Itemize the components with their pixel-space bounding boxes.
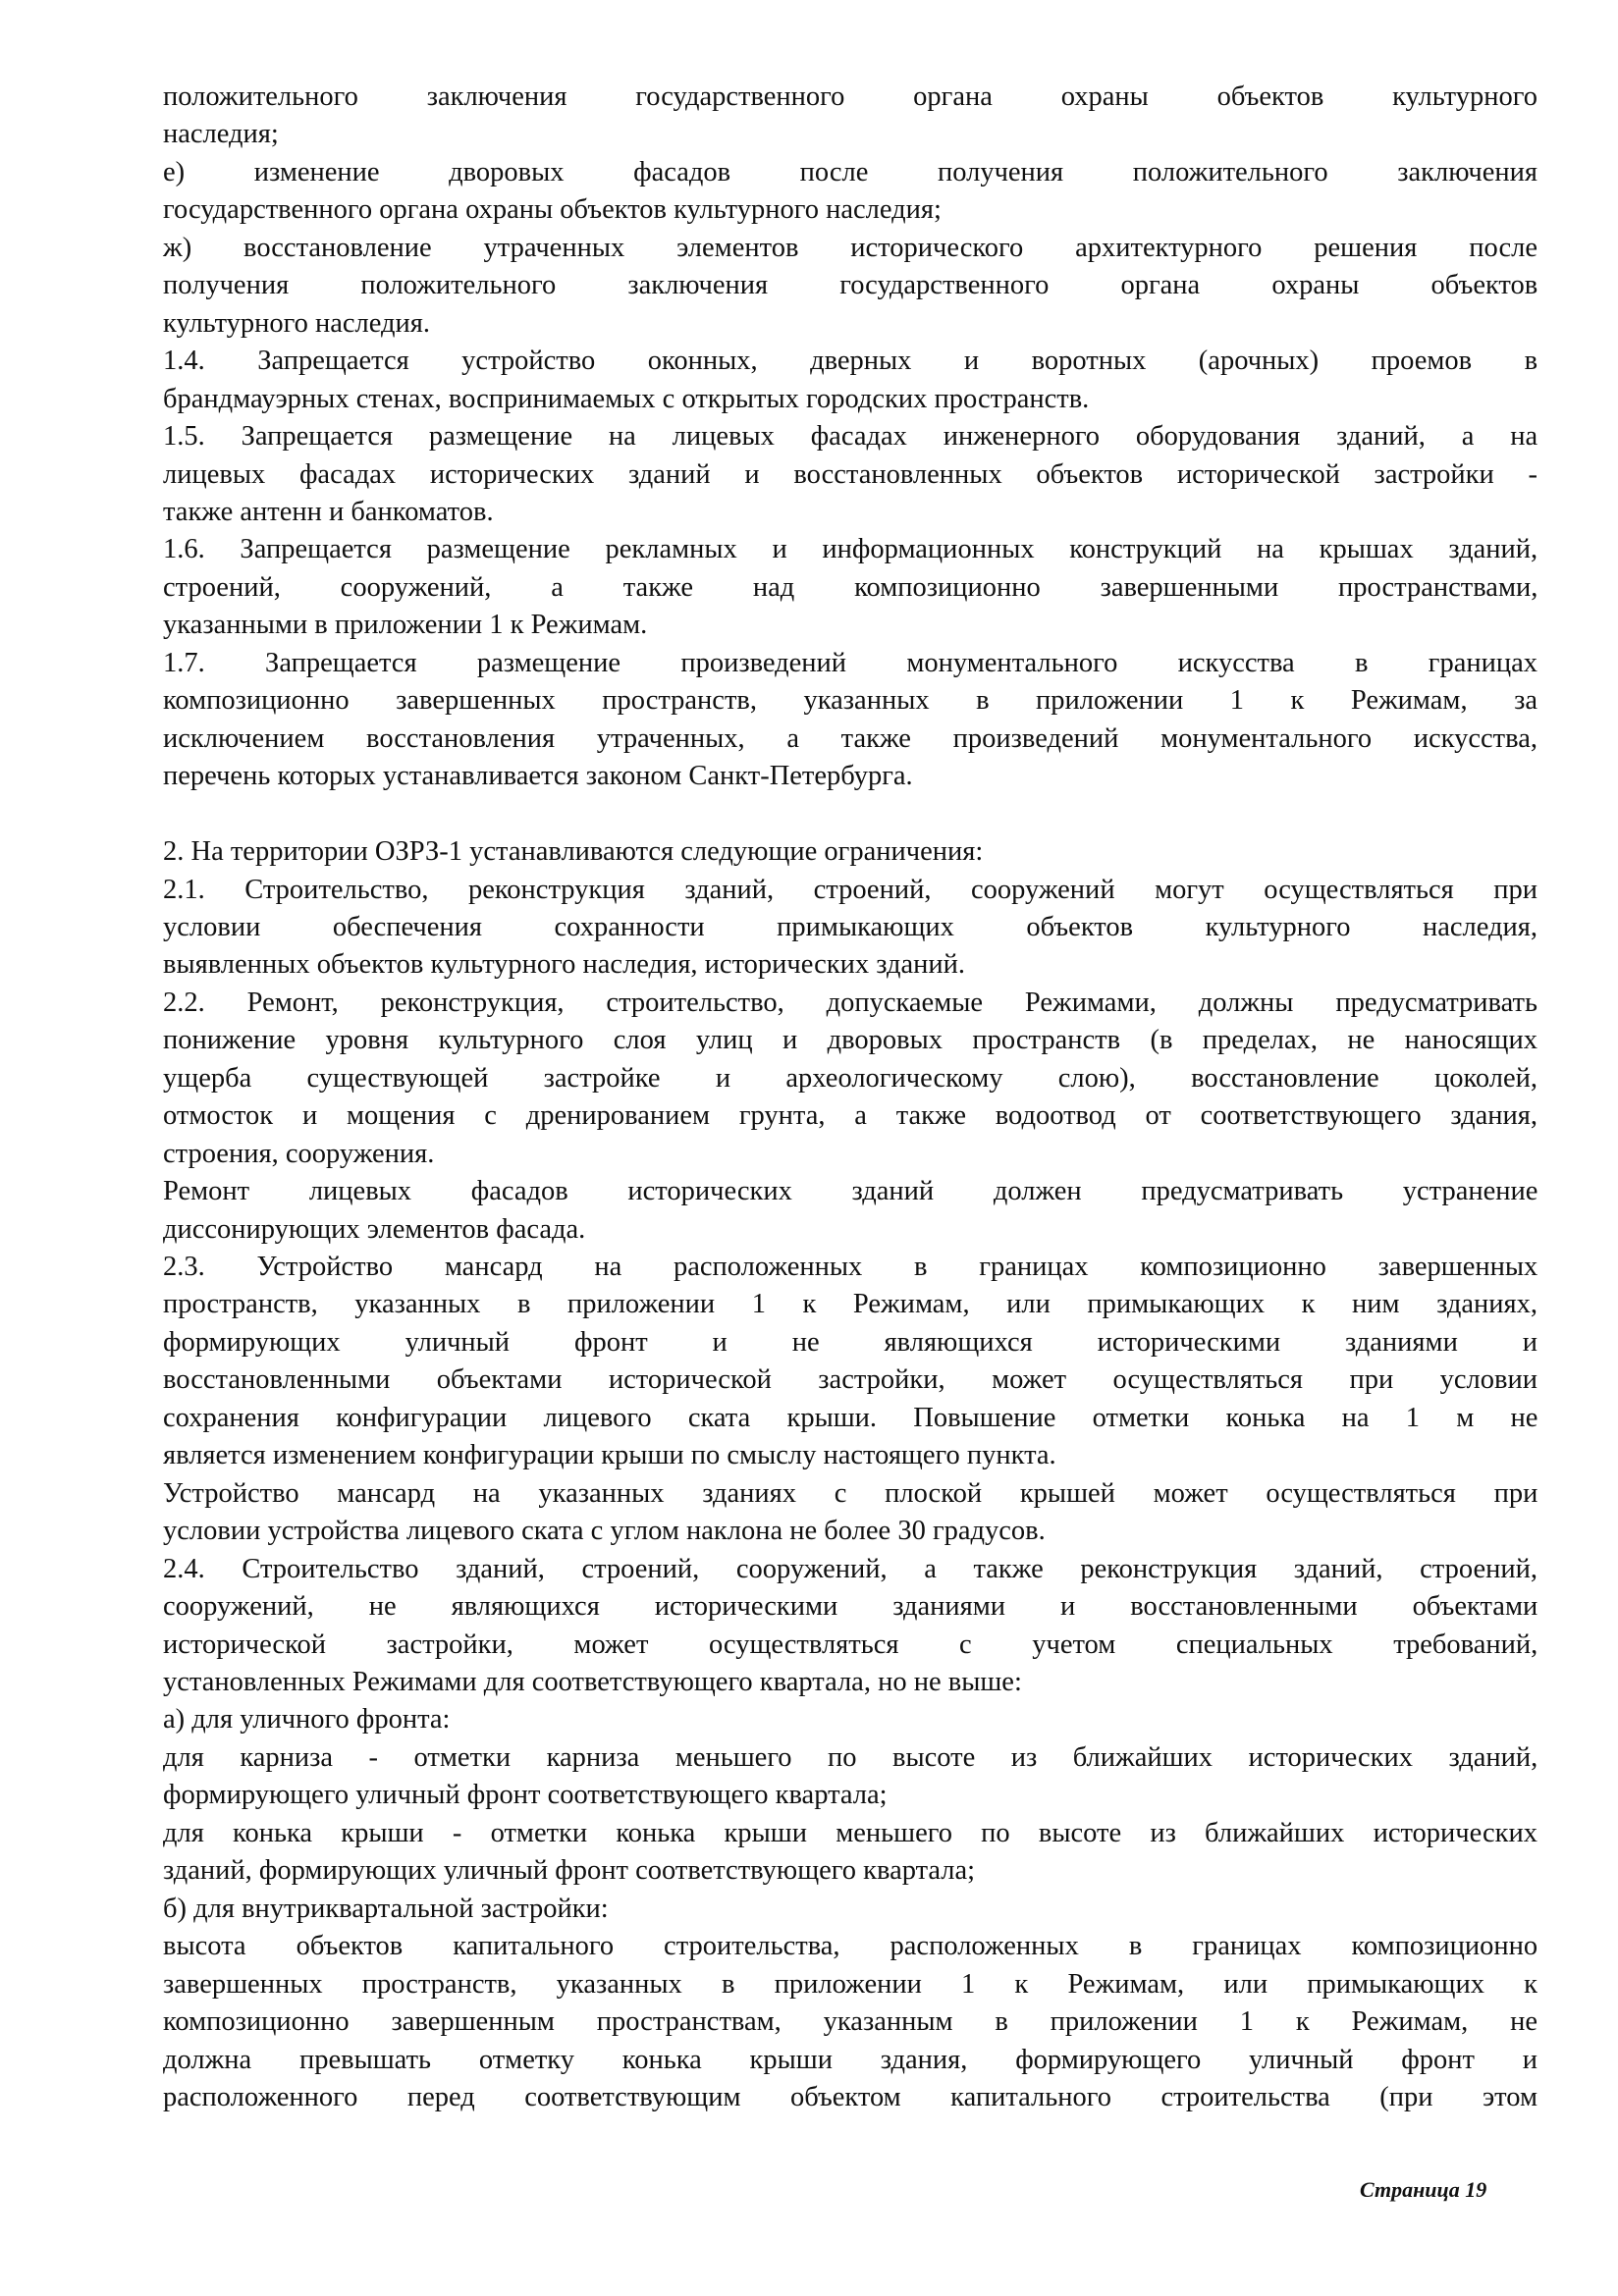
text-line: композиционно завершенных пространств, указанных в приложении 1 к Режимам, за xyxy=(163,685,1537,717)
text-line: 2.3. Устройство мансард на расположенных в границах композиционно завершенных xyxy=(163,1252,1538,1283)
text-line: композиционно завершенным пространствам, указанным в приложении 1 к Режимам, не xyxy=(163,2006,1537,2038)
text-line: понижение уровня культурного слоя улиц и дворовых пространств (в пределах, не наносящих xyxy=(163,1025,1537,1056)
text-line: указанными в приложении 1 к Режимам. xyxy=(163,610,648,641)
text-line: формирующего уличный фронт соответствующего квартала; xyxy=(163,1780,888,1811)
text-line: пространств, указанных в приложении 1 к Режимам, или примыкающих к ним зданиях, xyxy=(163,1289,1537,1320)
document-body xyxy=(163,79,1537,2116)
text-line: 1.6. Запрещается размещение рекламных и информационных конструкций на крышах зданий, xyxy=(163,534,1538,565)
text-line: сооружений, не являющихся историческими зданиями и восстановленными объектами xyxy=(163,1591,1538,1623)
text-line: завершенных пространств, указанных в приложении 1 к Режимам, или примыкающих к xyxy=(163,1968,1537,2000)
text-line: а) для уличного фронта: xyxy=(163,1704,451,1735)
text-line: государственного органа охраны объектов культурного наследия; xyxy=(163,194,942,226)
text-line: для конька крыши - отметки конька крыши меньшего по высоте из ближайших исторических xyxy=(163,1817,1537,1848)
text-line: брандмауэрных стенах, воспринимаемых с открытых городских пространств. xyxy=(163,383,1090,414)
text-line: наследия; xyxy=(163,119,279,150)
text-line: ж) восстановление утраченных элементов исторического архитектурного решения после xyxy=(163,232,1537,263)
text-line: 2.2. Ремонт, реконструкция, строительство, допускаемые Режимами, должны предусматривать xyxy=(163,987,1537,1018)
text-line: получения положительного заключения государственного органа охраны объектов xyxy=(163,270,1538,301)
text-line: условии устройства лицевого ската с углом наклона не более 30 градусов. xyxy=(163,1516,1046,1547)
text-line: 2.4. Строительство зданий, строений, сооружений, а также реконструкция зданий, строений, xyxy=(163,1553,1537,1584)
text-line: Устройство мансард на указанных зданиях с плоской крышей может осуществляться при xyxy=(163,1477,1538,1509)
text-line: высота объектов капитального строительства, расположенных в границах композиционно xyxy=(163,1931,1538,1962)
text-line: установленных Режимами для соответствующего квартала, но не выше: xyxy=(163,1667,1022,1698)
text-line: перечень которых устанавливается законом Санкт-Петербурга. xyxy=(163,761,913,792)
text-line: строения, сооружения. xyxy=(163,1138,435,1169)
text-line: 1.7. Запрещается размещение произведений монументального искусства в границах xyxy=(163,647,1537,678)
text-line: 1.4. Запрещается устройство оконных, дверных и воротных (арочных) проемов в xyxy=(163,346,1538,377)
text-line: ущерба существующей застройке и археологическому слою), восстановление цоколей, xyxy=(163,1062,1537,1094)
text-line: исторической застройки, может осуществляться с учетом специальных требований, xyxy=(163,1629,1538,1660)
text-line: выявленных объектов культурного наследия, исторических зданий. xyxy=(163,949,965,981)
text-line: также антенн и банкоматов. xyxy=(163,496,494,527)
section-2-restrictions xyxy=(163,833,1537,2116)
text-line: должна превышать отметку конька крыши здания, формирующего уличный фронт и xyxy=(163,2044,1538,2075)
text-line: диссонирующих элементов фасада. xyxy=(163,1213,586,1245)
text-line: формирующих уличный фронт и не являющихся историческими зданиями и xyxy=(163,1326,1537,1358)
text-line: лицевых фасадах исторических зданий и восстановленных объектов исторической застройки - xyxy=(163,458,1537,490)
text-line: сохранения конфигурации лицевого ската крыши. Повышение отметки конька на 1 м не xyxy=(163,1402,1538,1433)
text-line: Ремонт лицевых фасадов исторических зданий должен предусматривать устранение xyxy=(163,1176,1538,1207)
text-line: культурного наследия. xyxy=(163,307,431,339)
text-line: положительного заключения государственного органа охраны объектов культурного xyxy=(163,81,1537,112)
text-line: для карниза - отметки карниза меньшего по высоте из ближайших исторических зданий, xyxy=(163,1741,1538,1773)
text-line: е) изменение дворовых фасадов после получения положительного заключения xyxy=(163,156,1537,187)
text-line: 1.5. Запрещается размещение на лицевых фасадах инженерного оборудования зданий, а на xyxy=(163,421,1538,453)
section-1-continuation xyxy=(163,79,1537,796)
text-line: отмосток и мощения с дренированием грунта, а также водоотвод от соответствующего здания, xyxy=(163,1100,1537,1132)
text-line: б) для внутриквартальной застройки: xyxy=(163,1893,609,1924)
text-line: строений, сооружений, а также над композиционно завершенными пространствами, xyxy=(163,571,1538,603)
text-line: 2. На территории ОЗРЗ-1 устанавливаются следующие ограничения: xyxy=(163,836,984,868)
text-line: 2.1. Строительство, реконструкция зданий, строений, сооружений могут осуществляться при xyxy=(163,874,1538,905)
text-line: исключением восстановления утраченных, а также произведений монументального искусства, xyxy=(163,722,1537,754)
paragraph-spacer xyxy=(163,796,1537,833)
page-number: Страница 19 xyxy=(1360,2177,1487,2202)
text-line: восстановленными объектами исторической застройки, может осуществляться при условии xyxy=(163,1364,1537,1396)
text-line: является изменением конфигурации крыши по смыслу настоящего пункта. xyxy=(163,1440,1056,1471)
text-line: условии обеспечения сохранности примыкающих объектов культурного наследия, xyxy=(163,911,1537,942)
text-line: расположенного перед соответствующим объектом капитального строительства (при этом xyxy=(163,2082,1537,2112)
text-line: зданий, формирующих уличный фронт соответствующего квартала; xyxy=(163,1855,976,1887)
